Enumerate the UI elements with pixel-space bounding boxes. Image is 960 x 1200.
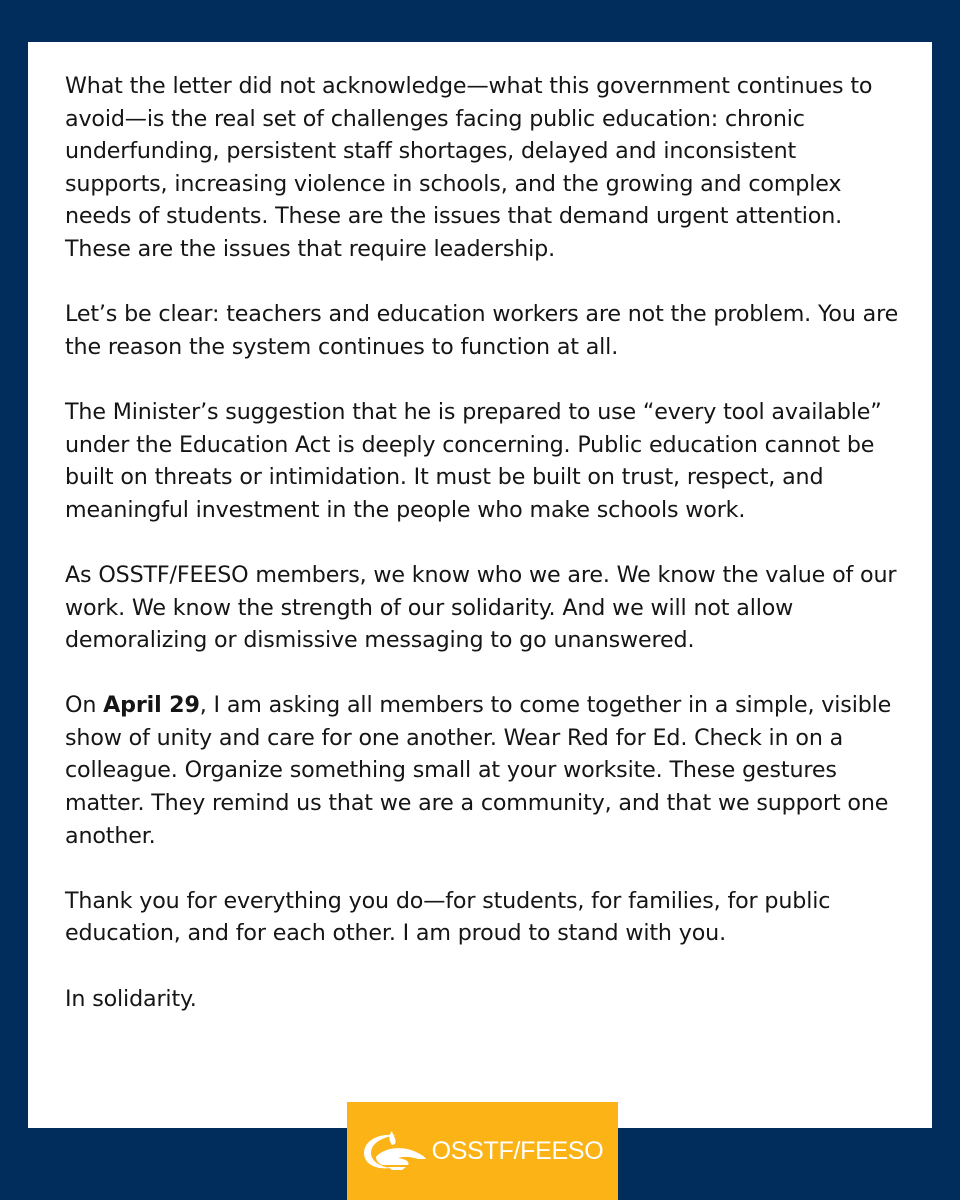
osstf-logo: [347, 1102, 618, 1200]
paragraph-april-29-rest: , I am asking all members to come together in a simple, visible show of unity and care for one another. Wear Red for Ed. Check in on a colleague. Organize something small at your worksite. These gestures matter. They remind us that we are a community, and that we support one another.: [65, 692, 892, 849]
letter-card: [28, 42, 932, 1128]
logo-text: OSSTF/FEESO: [431, 1136, 604, 1165]
lamp-of-learning-icon: [362, 1131, 428, 1171]
paragraph-minister: The Minister’s suggestion that he is prepared to use “every tool available” under the Education Act is deeply concerning. Public education cannot be built on threats or intimidation. It must be built on trust, respect, and meaningful investment in the people who make schools work.: [65, 398, 882, 523]
paragraph-thank-you: Thank you for everything you do—for students, for families, for public education, and for each other. I am proud to stand with you.: [65, 887, 831, 947]
paragraph-members: As OSSTF/FEESO members, we know who we are. We know the value of our work. We know the strength of our solidarity. And we will not allow demoralizing or dismissive messaging to go unanswered.: [65, 561, 897, 654]
april-29-date: April 29: [103, 692, 200, 719]
paragraph-let-us-be-clear: Let’s be clear: teachers and education workers are not the problem. You are the reason the system continues to function at all.: [65, 301, 899, 360]
paragraph-april-29: [65, 689, 905, 852]
letter-body: [65, 70, 905, 1015]
closing-line: In solidarity.: [65, 985, 197, 1012]
paragraph-april-29-start: On: [65, 692, 104, 719]
paragraph-challenges: What the letter did not acknowledge—what this government continues to avoid—is the real set of challenges facing public education: chronic underfunding, persistent staff shortages, delayed and inconsistent supports, increasing violence in schools, and the growing and complex needs of students. These are the issues that demand urgent attention. These are the issues that require leadership.: [65, 73, 873, 262]
